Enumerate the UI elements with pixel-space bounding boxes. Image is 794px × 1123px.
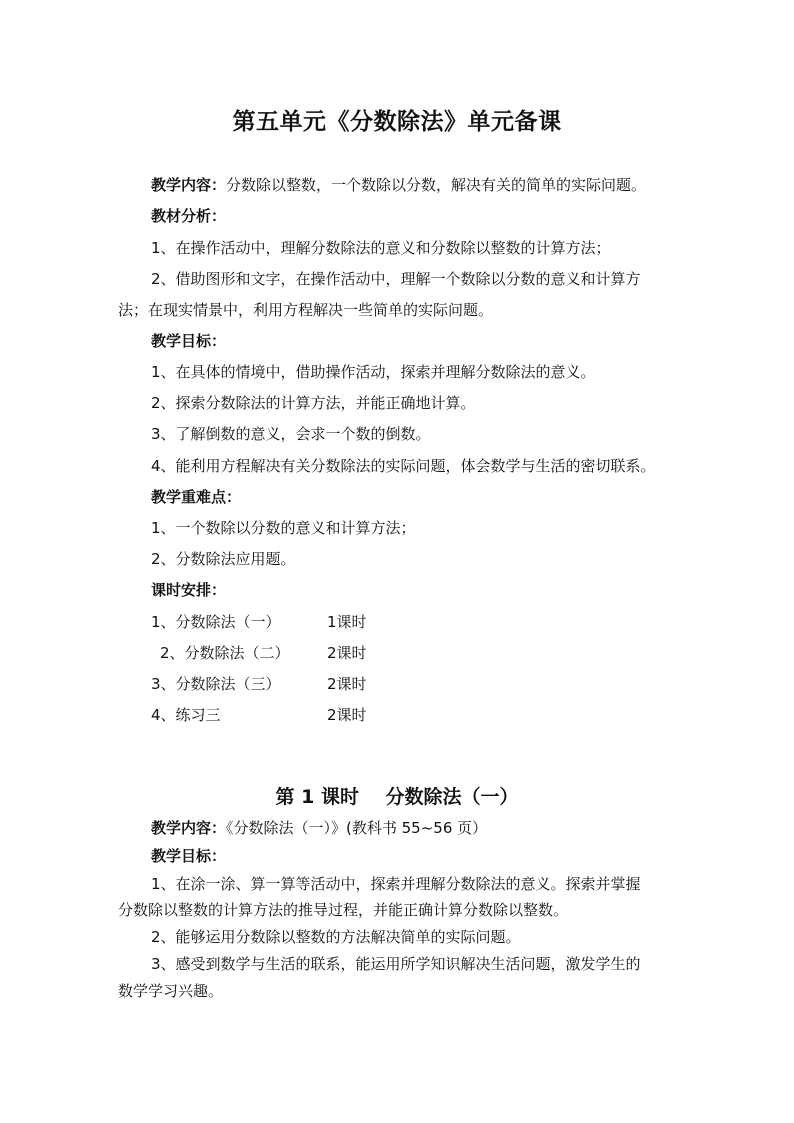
lesson1-goal-item: 3、感受到数学与生活的联系，能运用所学知识解决生活问题，激发学生的 [151, 955, 641, 973]
lesson1-title: 第 1 课时 分数除法（一） [275, 786, 519, 808]
unit-key-heading: 教学重难点： [151, 488, 242, 506]
unit-title: 第五单元《分数除法》单元备课 [232, 109, 562, 135]
lesson1-content-text: 《分数除法（一）》(教科书 55~56 页） [226, 819, 488, 837]
lesson1-teaching-content [151, 818, 487, 838]
unit-goal-item: 2、探索分数除法的计算方法，并能正确地计算。 [151, 394, 476, 412]
unit-key-item: 2、分数除法应用题。 [151, 550, 296, 568]
unit-content-label: 教学内容： [151, 176, 227, 194]
lesson1-goal-item: 1、在涂一涂、算一算等活动中，探索并理解分数除法的意义。探索并掌握 [151, 875, 641, 893]
schedule-hours: 2课时 [327, 675, 367, 693]
schedule-item: 2、分数除法（二） [160, 644, 290, 662]
unit-teaching-content [151, 175, 646, 195]
unit-goal-item: 3、了解倒数的意义，会求一个数的倒数。 [151, 425, 431, 443]
unit-schedule-heading: 课时安排： [151, 581, 227, 599]
schedule-hours: 2课时 [327, 644, 367, 662]
schedule-item: 4、练习三 [151, 706, 221, 724]
schedule-hours: 1课时 [327, 613, 367, 631]
unit-goal-item: 4、能利用方程解决有关分数除法的实际问题，体会数学与生活的密切联系。 [151, 457, 656, 475]
unit-content-text: 分数除以整数，一个数除以分数，解决有关的简单的实际问题。 [226, 176, 647, 194]
unit-goals-heading: 教学目标： [151, 332, 227, 350]
lesson1-goal-item: 分数除以整数的计算方法的推导过程，并能正确计算分数除以整数。 [118, 901, 569, 919]
schedule-item: 1、分数除法（一） [151, 613, 281, 631]
schedule-item: 3、分数除法（三） [151, 675, 281, 693]
lesson1-goal-item: 数学学习兴趣。 [118, 982, 224, 1000]
unit-analysis-item: 2、借助图形和文字，在操作活动中，理解一个数除以分数的意义和计算方 [151, 270, 641, 288]
unit-analysis-heading: 教材分析： [151, 207, 227, 225]
lesson1-goal-item: 2、能够运用分数除以整数的方法解决简单的实际问题。 [151, 928, 521, 946]
lesson1-content-label: 教学内容： [151, 819, 227, 837]
schedule-hours: 2课时 [327, 706, 367, 724]
unit-analysis-item: 法；在现实情景中，利用方程解决一些简单的实际问题。 [118, 301, 494, 319]
unit-analysis-item: 1、在操作活动中，理解分数除法的意义和分数除以整数的计算方法； [151, 239, 611, 257]
unit-goal-item: 1、在具体的情境中，借助操作活动，探索并理解分数除法的意义。 [151, 363, 596, 381]
unit-key-item: 1、一个数除以分数的意义和计算方法； [151, 519, 416, 537]
lesson1-goals-heading: 教学目标： [151, 847, 227, 865]
